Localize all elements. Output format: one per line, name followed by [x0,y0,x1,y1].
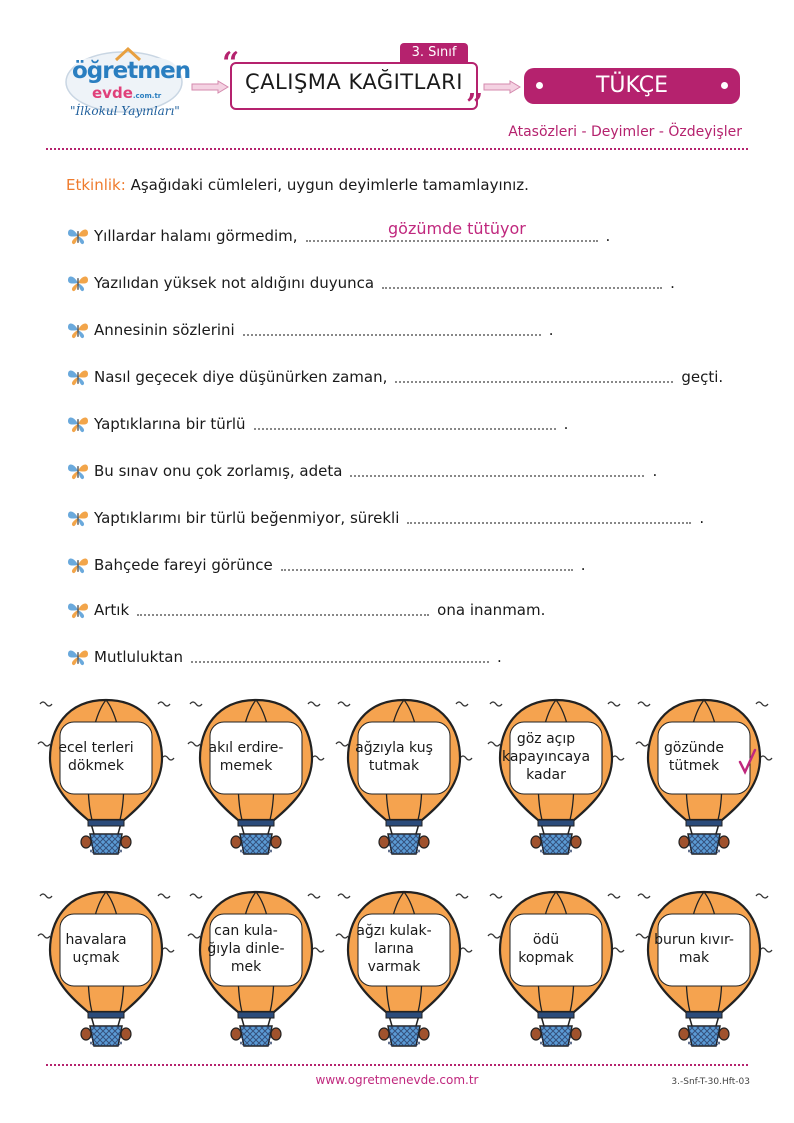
question-line [66,461,657,481]
answer-blank[interactable] [191,651,489,663]
question-text: Yaptıklarımı bir türlü beğenmiyor, sürekli [94,509,400,527]
balloon-label-line: varmak [367,959,421,975]
topic-subtitle: Atasözleri - Deyimler - Özdeyişler [508,124,742,140]
balloon-label [504,914,588,984]
balloon-label-line: ağzıyla kuş [355,740,433,756]
question-text: Bu sınav onu çok zorlamış, adeta [94,462,343,480]
idiom-balloon[interactable] [486,884,606,1054]
instruction-text: Aşağıdaki cümleleri, uygun deyimlerle tamamlayınız. [130,176,529,194]
balloon-label-line: tutmak [368,758,420,774]
page-title: ÇALIŞMA KAĞITLARI [245,70,463,94]
balloon-label-line: mak [678,950,710,966]
question-line [66,600,545,620]
butterfly-icon [66,273,90,293]
balloon-label-line: can kula- [214,923,278,939]
question-line [66,273,675,293]
question-text: Annesinin sözlerini [94,321,235,339]
butterfly-icon [66,461,90,481]
question-line [66,320,554,340]
balloon-label-line: ağzı kulak- [356,923,432,939]
footer-divider [46,1064,748,1066]
question-ending: . [563,415,569,433]
footer-url[interactable]: www.ogretmenevde.com.tr [315,1073,479,1087]
balloon-label-line: dökmek [68,758,124,774]
logo-text-evde: evde.com.tr [92,84,162,102]
balloon-label-line: göz açıp [516,731,576,747]
subject-label: TÜKÇE [595,73,669,98]
butterfly-icon [66,508,90,528]
question-ending: . [605,227,611,245]
filled-answer: gözümde tütüyor [388,219,526,238]
answer-blank[interactable] [395,371,673,383]
idiom-balloon[interactable] [634,692,754,862]
balloon-label [54,722,138,792]
balloon-label-line: ecel terleri [58,740,134,756]
question-ending: geçti. [681,368,724,386]
question-text: Yıllardar halamı görmedim, [94,227,298,245]
balloon-label [652,914,736,984]
balloon-label [652,722,736,792]
dot-icon [536,82,543,89]
subject-badge [524,68,740,104]
question-line [66,367,723,387]
idiom-balloon[interactable] [486,692,606,862]
butterfly-icon [66,647,90,667]
question-ending: . [670,274,675,292]
answer-blank[interactable] [382,277,662,289]
balloon-label-line: kopmak [518,950,574,966]
close-quote-icon: ” [466,88,484,123]
question-ending: . [580,556,586,574]
arrow-icon [190,80,230,94]
question-text: Yaptıklarına bir türlü [94,415,246,433]
balloon-label-line: mek [230,959,262,975]
butterfly-icon [66,367,90,387]
question-ending: ona inanmam. [437,601,546,619]
answer-blank[interactable] [350,465,644,477]
activity-instruction [66,176,529,194]
question-text: Yazılıdan yüksek not aldığını duyunca [94,274,375,292]
idiom-balloon[interactable] [634,884,754,1054]
answer-blank[interactable] [254,418,556,430]
question-text: Bahçede fareyi görünce [94,556,273,574]
butterfly-icon [66,414,90,434]
butterfly-icon [66,226,90,246]
question-text: Nasıl geçecek diye düşünürken zaman, [94,368,388,386]
question-line [66,226,610,246]
open-quote-icon: “ [222,46,240,81]
activity-label: Etkinlik: [66,176,126,194]
grade-tab: 3. Sınıf [400,43,468,63]
balloon-label [204,722,288,792]
publisher-logo [62,40,192,130]
answer-blank[interactable] [137,604,429,616]
balloon-label-line: uçmak [72,950,120,966]
logo-subtitle: "İlkokul Yayınları" [70,104,180,118]
question-ending: . [699,509,705,527]
idiom-balloon[interactable] [186,884,306,1054]
question-ending: . [548,321,554,339]
balloon-label-line: larına [374,941,414,957]
question-line [66,647,502,667]
arrow-icon [482,80,522,94]
balloon-label-line: akıl erdire- [208,740,284,756]
question-ending: . [496,648,502,666]
balloon-label [352,722,436,792]
idiom-balloon[interactable] [334,692,454,862]
balloon-label-line: burun kıvır- [654,932,734,948]
footer-code: 3.-Snf-T-30.Hft-03 [671,1077,750,1087]
balloon-label-line: havalara [65,932,127,948]
balloon-label-line: kapayıncaya [501,749,591,765]
butterfly-icon [66,320,90,340]
answer-blank[interactable] [243,324,541,336]
question-ending: . [652,462,658,480]
balloon-label-line: ödü [532,932,560,948]
idiom-balloon[interactable] [36,692,156,862]
idiom-balloon[interactable] [334,884,454,1054]
balloon-label [352,914,436,984]
balloon-label [54,914,138,984]
header-divider [46,148,748,150]
idiom-balloon[interactable] [36,884,156,1054]
balloon-label-line: tütmek [668,758,720,774]
question-text: Artık [94,601,130,619]
balloon-label-line: gözünde [663,740,725,756]
balloon-label-line: ğıyla dinle- [207,941,285,957]
butterfly-icon [66,555,90,575]
dot-icon [721,82,728,89]
balloon-label-line: memek [219,758,273,774]
question-text: Mutluluktan [94,648,183,666]
question-line [66,555,585,575]
idiom-balloon[interactable] [186,692,306,862]
balloon-label [204,914,288,984]
balloon-label-line: kadar [526,767,566,783]
answer-blank[interactable] [281,559,573,571]
butterfly-icon [66,600,90,620]
question-line [66,508,704,528]
question-line [66,414,568,434]
answer-blank[interactable] [407,512,691,524]
logo-text: öğretmen [72,58,191,84]
balloon-label [501,722,591,792]
